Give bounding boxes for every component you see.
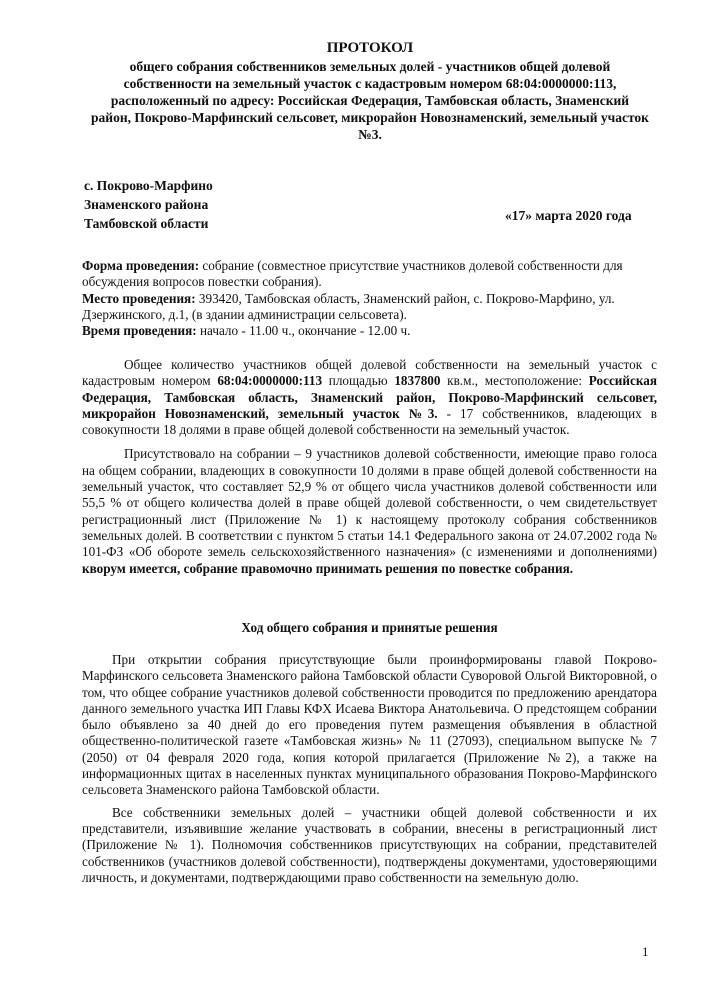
meeting-details <box>82 258 657 339</box>
document-title <box>90 40 650 143</box>
time-label: Время проведения: <box>82 323 197 339</box>
page-number: 1 <box>642 944 649 959</box>
p1-text-1: Общее количество участников общей долевой собственности на земельный участок с кадастровым номером <box>82 357 657 389</box>
place-line-2: Знаменского района <box>84 197 209 212</box>
place-block <box>84 176 213 233</box>
quorum-statement: кворум имеется, собрание правомочно принимать решения по повестке собрания. <box>82 560 574 576</box>
cadastral-number: 68:04:0000000:113 <box>217 373 323 389</box>
paragraph-participants <box>82 357 657 438</box>
p1-text-4: - 17 собственников, владеющих в совокупности 18 долями в праве общей долевой собственности на земельный участок. <box>82 405 657 438</box>
place-label: Место проведения: <box>82 290 196 306</box>
p1-text-3: кв.м., местоположение: <box>440 373 589 389</box>
p1-text-2: площадью <box>322 373 395 389</box>
form-label: Форма проведения: <box>82 258 200 273</box>
form-value: собрание (совместное присутствие участников долевой собственности для обсуждения вопросов повестки собрания). <box>82 258 623 290</box>
title-subtitle: общего собрания собственников земельных долей - участников общей долевой собственности на земельный участок с кадастровым номером 68:04:0000000:113, расположенный по адресу: Российская Федерация, Тамбовская область, Знаменский район, Покрово-Марфинский сельсовет, микрорайон Новознаменский, земельный участок №3. <box>91 59 649 142</box>
place-line-1: с. Покрово-Марфино <box>84 178 213 193</box>
intro-body <box>82 357 657 585</box>
time-value: начало - 11.00 ч., окончание - 12.00 ч. <box>196 323 411 339</box>
place-value: 393420, Тамбовская область, Знаменский район, с. Покрово-Марфино, ул. Дзержинского, д.1, (в здании администрации сельсовета). <box>82 290 615 322</box>
title-heading: ПРОТОКОЛ <box>326 40 414 56</box>
land-address: Российская Федерация, Тамбовская область, Знаменский район, Покрово-Марфинский сельсовет, микрорайон Новознаменский, земельный участок №3. <box>82 373 657 421</box>
paragraph-opening: При открытии собрания присутствующие были проинформированы главой Покрово-Марфинского сельсовета Знаменского района Тамбовской области Суворовой Ольгой Викторовной, о том, что общее собрание участников долевой собственности проводится по предложению арендатора данного земельного участка ИП Главы КФХ Исаева Виктора Анатольевича. О предстоящем собрании было объявлено за 40 дней до его проведения путем размещения объявления в областной общественно-политической газете «Тамбовская жизнь» № 11 (27093), специальном выпуске № 7 (2050) от 04 февраля 2020 года, копия которой прилагается (Приложение №2), а также на информационных щитах в населенных пунктах муниципального образования Покрово-Марфинского сельсовета Знаменского района Тамбовской области. <box>82 652 657 798</box>
paragraph-quorum <box>82 446 657 576</box>
place-line-3: Тамбовской области <box>84 216 209 231</box>
paragraph-registration: Все собственники земельных долей – участники общей долевой собственности и их представители, изъявившие желание участвовать в собрании, внесены в регистрационный лист (Приложение № 1). Полномочия собственников присутствующих на собрании, представителей собственников (участников долевой собственности), подтверждены документами, удостоверяющими личность, и документами, подтверждающими право собственности на земельную долю. <box>82 804 657 885</box>
land-area: 1837800 <box>394 373 441 389</box>
place-line <box>82 291 657 324</box>
time-line <box>82 323 657 339</box>
form-line <box>82 258 657 291</box>
document-date: «17» марта 2020 года <box>505 208 632 223</box>
proceedings-body <box>82 652 657 892</box>
p2-text: Присутствовало на собрании – 9 участников долевой собственности, имеющие право голоса на общем собрании, владеющих в совокупности 10 долями в праве общей долевой собственности на земельный участок, что составляет 52,9 % от общего числа участников долевой собственности или 55,5 % от общего количества долей в праве общей долевой собственности, о чем свидетельствует регистрационный лист (Приложение № 1) к настоящему протоколу собрания собственников земельных долей. В соответствии с пунктом 5 статьи 14.1 Федерального закона от 24.07.2002 года № 101-ФЗ «Об обороте земель сельскохозяйственного назначения» (с изменениями и дополнениями) <box>82 446 657 560</box>
section-heading: Ход общего собрания и принятые решения <box>241 620 498 635</box>
